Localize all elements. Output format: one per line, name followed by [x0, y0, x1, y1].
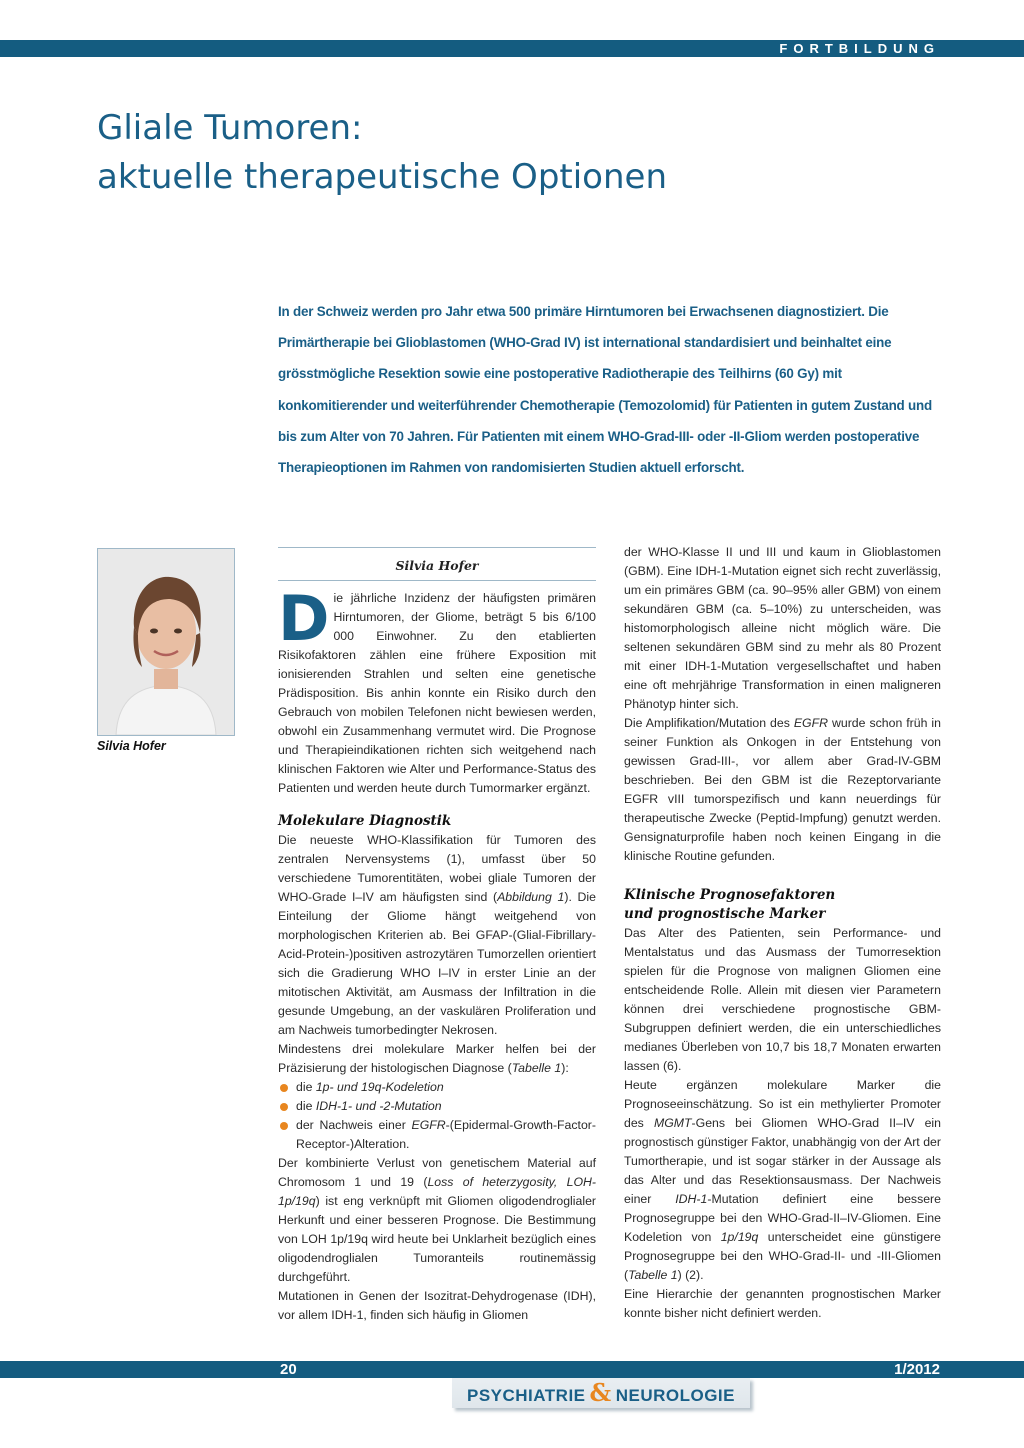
text: ):	[561, 1061, 569, 1075]
text: die	[296, 1099, 316, 1113]
marker-list	[278, 1078, 596, 1154]
paragraph	[278, 831, 596, 1040]
paragraph	[624, 1076, 941, 1285]
text: ) (2).	[677, 1268, 704, 1282]
text: ) ist eng verknüpft mit Gliomen oligodendroglialer Herkunft und einer besseren Prognose. Die Bestimmung von LOH 1p/19q wird heute bei Unklarheit bezüglich eines oligodendroglialen Tumoranteils routinemässig durchgeführt.	[278, 1194, 596, 1284]
bottom-bar	[0, 1361, 1024, 1378]
text: Heute ergänzen molekulare Marker die Prognoseeinschätzung. So ist ein methylierter Promoter des	[624, 1078, 941, 1130]
text: der Nachweis einer	[296, 1118, 412, 1132]
text: Die Amplifikation/Mutation des	[624, 716, 794, 730]
text: Tabelle 1	[628, 1268, 678, 1282]
top-section-bar	[0, 40, 1024, 57]
intro-text: ie jährliche Inzidenz der häufigsten primären Hirntumoren, der Gliome, beträgt 5 bis 6/100 000 Einwohner. Zu den etablierten Risikofaktoren zählen eine frühere Exposition mit ionisierenden Strahlen und selten eine genetische Prädisposition. Bis anhin konnte ein Risiko durch den Gebrauch von mobilen Telefonen nicht bewiesen werden, obwohl ein Zusammenhang vermutet wird. Die Prognose und Therapieindikationen richten sich weitgehend nach klinischen Faktoren wie Alter und Performance-Status des Patienten und werden heute durch Tumormarker ergänzt.	[278, 591, 596, 795]
text: IDH-1- und -2-Mutation	[315, 1099, 442, 1113]
paragraph: der WHO-Klasse II und III und kaum in Glioblastomen (GBM). Eine IDH-1-Mutation eignet sich recht zuverlässig, um ein primäres GBM (ca. 90–95% aller GBM) von einem sekundären GBM (ca. 5–10%) zu unterscheiden, was histomorphologisch alleine nicht möglich wäre. Die seltenen sekundären GBM sind zu mehr als 80 Prozent mit einer IDH-1-Mutation vergesellschaftet und haben eine oft mehrjährige Transformation in einen maligneren Phänotyp hinter sich.	[624, 545, 941, 711]
author-divider	[278, 547, 596, 548]
text: ). Die Einteilung der Gliome hängt weitgehend von morphologischen Kriterien ab. Bei GFAP-(Glial-Fibrillary-Acid-Protein-)positiven astrozytären Tumorzellen orientiert sich die Gradierung WHO I–IV in erster Linie an der mitotischen Aktivität, am Ausmass der Infiltration in die gesunde Umgebung, an der vaskulären Proliferation und am Nachweis tumorbedingter Nekrosen.	[278, 890, 596, 1037]
list-item	[278, 1116, 596, 1154]
text-column-2	[624, 543, 941, 1323]
drop-cap: D	[278, 582, 330, 655]
heading-line-2: und prognostische Marker	[624, 906, 826, 922]
section-label: FORTBILDUNG	[779, 41, 940, 56]
text-column-1	[278, 543, 596, 1325]
paragraph	[278, 1040, 596, 1078]
text: die	[296, 1080, 316, 1094]
journal-ampersand: &	[589, 1378, 612, 1407]
heading-line-1: Klinische Prognosefaktoren	[624, 887, 836, 903]
text: -(Epidermal-Growth-Factor-Receptor-)Alteration.	[296, 1118, 596, 1151]
text: Die neueste WHO-Klassifikation für Tumoren des zentralen Nervensystems (1), umfasst über 50 verschiedene Tumorentitäten, wobei gliale Tumoren der WHO-Grade I–IV am häufigsten sind (	[278, 833, 596, 904]
text: EGFR	[411, 1118, 446, 1132]
text: MGMT	[653, 1116, 692, 1130]
issue-number: 1/2012	[894, 1361, 940, 1378]
paragraph: Mutationen in Genen der Isozitrat-Dehydrogenase (IDH), vor allem IDH-1, finden sich häufig in Gliomen	[278, 1289, 596, 1322]
figure-reference: Abbildung 1	[497, 890, 565, 904]
text: -Mutation definiert eine bessere Prognosegruppe bei den WHO-Grad-II–IV-Gliomen. Eine Kodeletion von	[624, 1192, 941, 1244]
title-line-2: aktuelle therapeutische Optionen	[97, 157, 667, 197]
text: -Gens bei Gliomen WHO-Grad II–IV ein prognostisch günstiger Faktor, unabhängig von der Art der Tumortherapie, und ist sogar stärker in der Aussage als das Alter und das Resektionsausmass. Der Nachweis einer	[624, 1116, 941, 1206]
text: 1p- und 19q-Kodeletion	[315, 1080, 444, 1094]
journal-name	[452, 1378, 750, 1411]
heading-molekulare-diagnostik: Molekulare Diagnostik	[278, 813, 452, 829]
journal-name-right: NEUROLOGIE	[615, 1386, 735, 1405]
text: EGFR	[793, 716, 829, 730]
author-byline: Silvia Hofer	[395, 558, 479, 573]
intro-paragraph	[278, 582, 596, 798]
list-item	[278, 1097, 596, 1116]
text: IDH-1	[675, 1192, 708, 1206]
photo-caption: Silvia Hofer	[97, 739, 166, 753]
text: 1p/19q	[720, 1230, 759, 1244]
lead-paragraph: In der Schweiz werden pro Jahr etwa 500 primäre Hirntumoren bei Erwachsenen diagnostiziert. Die Primärtherapie bei Glioblastomen (WHO-Grad IV) ist international standardisiert und beinhaltet eine grösstmögliche Resektion sowie eine postoperative Radiotherapie des Teilhirns (60 Gy) mit konkomitierender und weiterführender Chemotherapie (Temozolomid) für Patienten in gutem Zustand und bis zum Alter von 70 Jahren. Für Patienten mit einem WHO-Grad-III- oder -II-Gliom werden postoperative Therapieoptionen im Rahmen von randomisierten Studien aktuell erforscht.	[278, 304, 932, 476]
article-title	[97, 104, 797, 202]
text: wurde schon früh in seiner Funktion als Onkogen in der Entstehung von gewissen Grad-III-, vor allem aber Grad-IV-GBM beschrieben. Bei den GBM ist die Rezeptorvariante EGFR vIII tumorspezifisch und kann neuerdings für therapeutische Zwecke (Peptid-Impfung) genutzt werden. Gensignaturprofile haben noch keinen Eingang in die klinische Routine gefunden.	[624, 716, 942, 863]
title-line-1: Gliale Tumoren:	[97, 108, 363, 148]
journal-name-left: PSYCHIATRIE	[466, 1386, 586, 1405]
author-photo	[97, 548, 235, 736]
text: Loss of heterzygosity, LOH-1p/19q	[278, 1175, 597, 1208]
paragraph	[624, 714, 941, 866]
text: Mindestens drei molekulare Marker helfen bei der Präzisierung der histologischen Diagnose (	[278, 1042, 596, 1075]
journal-logo	[452, 1378, 750, 1408]
paragraph	[278, 1154, 596, 1287]
text: unterscheidet eine günstigere Prognosegruppe bei den WHO-Grad-II- und -III-Gliomen (	[624, 1230, 941, 1282]
paragraph: Eine Hierarchie der genannten prognostischen Marker konnte bisher nicht definiert werden.	[624, 1287, 941, 1320]
page-number: 20	[280, 1361, 297, 1378]
portrait-image	[98, 549, 234, 735]
author-divider-bottom	[278, 580, 596, 581]
heading-klinische-prognosefaktoren	[624, 886, 941, 924]
paragraph: Das Alter des Patienten, sein Performance- und Mentalstatus und das Ausmass der Tumorresektion spielen für die Prognose von malignen Gliomen eine entscheidende Rolle. Allein mit diesen vier Parametern können drei verschiedene prognostische GBM-Subgruppen definiert werden, die ein unterschiedliches medianes Überleben von 10,7 bis 18,7 Monaten erwarten lassen (6).	[624, 926, 941, 1073]
table-reference: Tabelle 1	[511, 1061, 562, 1075]
text: Der kombinierte Verlust von genetischem Material auf Chromosom 1 und 19 (	[278, 1156, 596, 1189]
list-item	[278, 1078, 596, 1097]
